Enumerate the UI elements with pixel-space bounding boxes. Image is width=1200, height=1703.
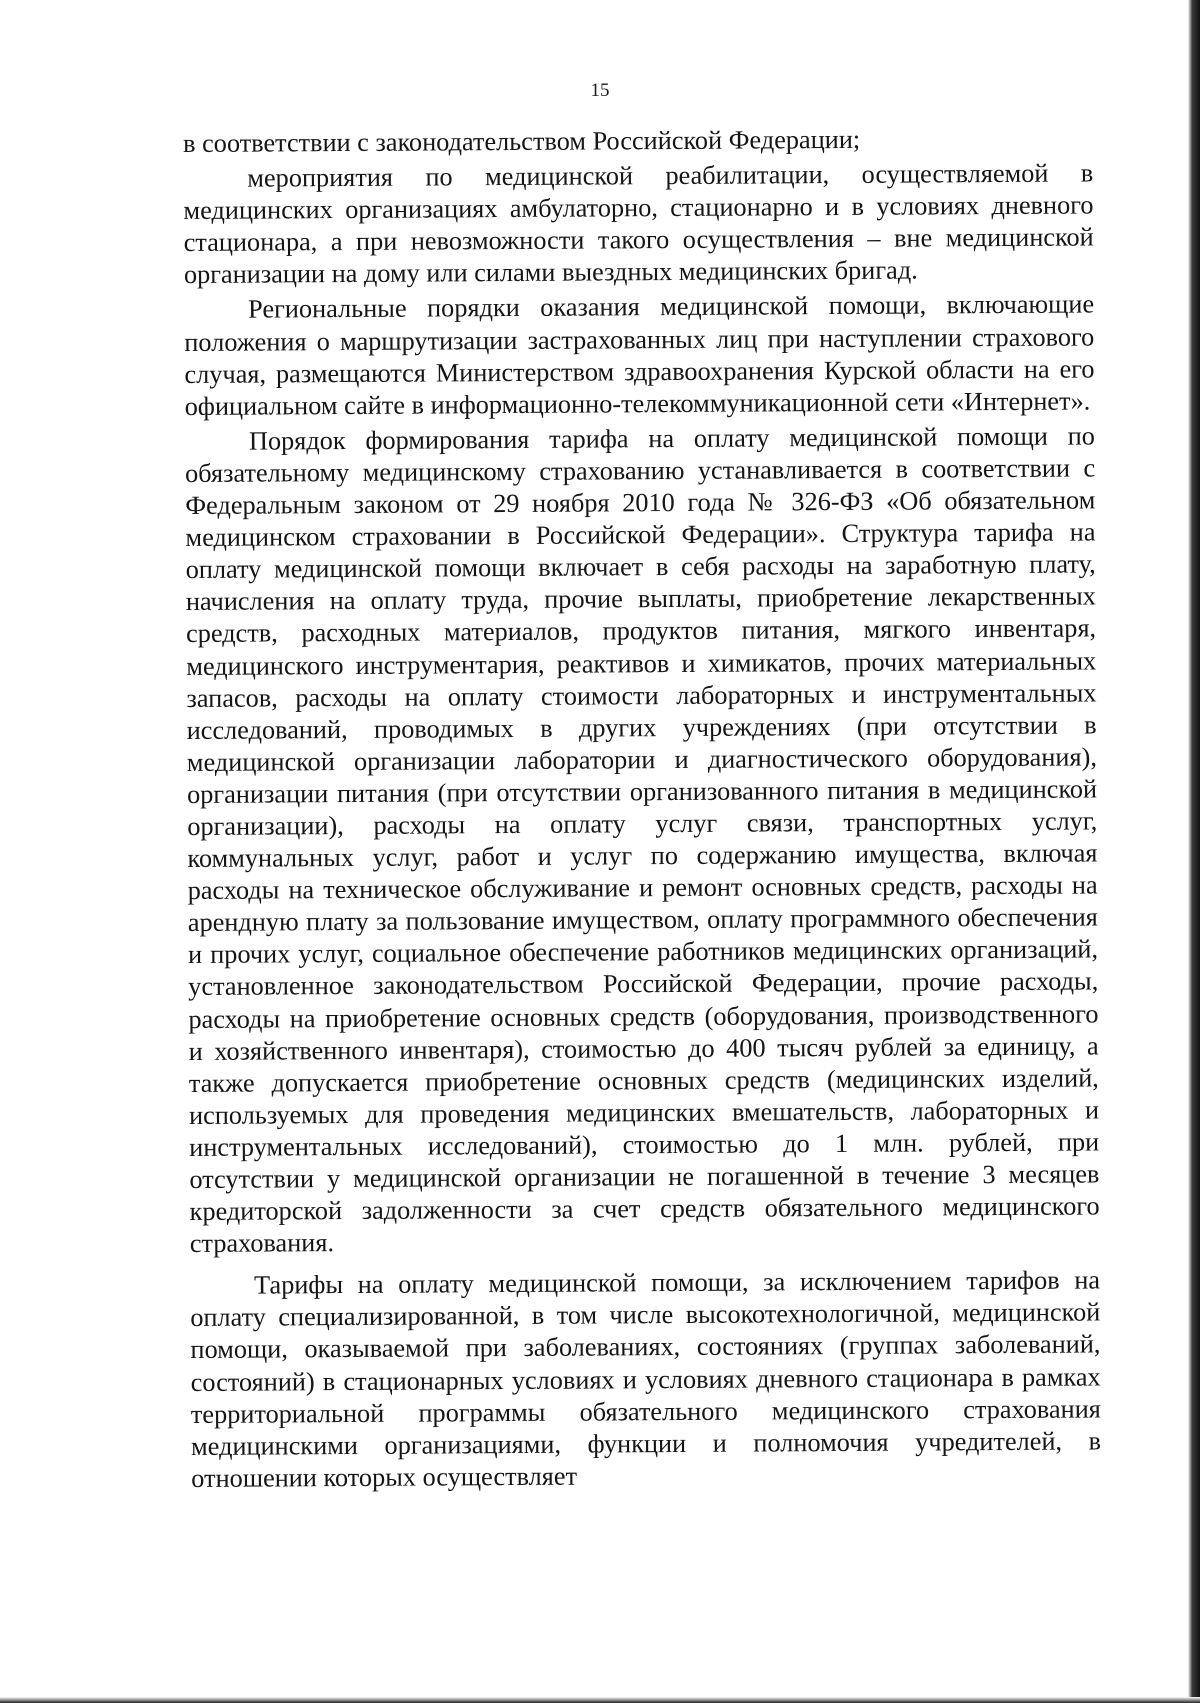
document-body: [183, 122, 1101, 1494]
paragraph-1: в соответствии с законодательством Российской Федерации;: [183, 124, 861, 158]
scan-edge-bottom: [0, 1697, 1200, 1703]
paragraph-2: мероприятия по медицинской реабилитации, осуществляемой в медицинских организациях амбулаторно, стационарно и в условиях дневного стационара, а при невозможности такого осуществления – вне медицинской организации на дому или силами выездных медицинских бригад.: [183, 158, 1094, 290]
page-number: 15: [590, 80, 610, 101]
paragraph-3: Региональные порядки оказания медицинской помощи, включающие положения о маршрутизации застрахованных лиц при наступлении страхового случая, размещаются Министерством здравоохранения Курской области на его официальном сайте в информационно-телекоммуникационной сети «Интернет».: [184, 289, 1095, 421]
paragraph-4: Порядок формирования тарифа на оплату медицинской помощи по обязательному медицинскому страхованию устанавливается в соответствии с Федеральным законом от 29 ноября 2010 года № 326-ФЗ «Об обязательном медицинском страховании в Российской Федерации». Структура тарифа на оплату медицинской помощи включает в себя расходы на заработную плату, начисления на оплату труда, прочие выплаты, приобретение лекарственных средств, расходных материалов, продуктов питания, мягкого инвентаря, медицинского инструментария, реактивов и химикатов, прочих материальных запасов, расходы на оплату стоимости лабораторных и инструментальных исследований, проводимых в других учреждениях (при отсутствии в медицинской организации лаборатории и диагностического оборудования), организации питания (при отсутствии организованного питания в медицинской организации), расходы на оплату услуг связи, транспортных услуг, коммунальных услуг, работ и услуг по содержанию имущества, включая расходы на техническое обслуживание и ремонт основных средств, расходы на арендную плату за пользование имуществом, оплату программного обеспечения и прочих услуг, социальное обеспечение работников медицинских организаций, установленное законодательством Российской Федерации, прочие расходы, расходы на приобретение основных средств (оборудования, производственного и хозяйственного инвентаря), стоимостью до 400 тысяч рублей за единицу, а также допускается приобретение основных средств (медицинских изделий, используемых для проведения медицинских вмешательств, лабораторных и инструментальных исследований), стоимостью до 1 млн. рублей, при отсутствии у медицинской организации не погашенной в течение 3 месяцев кредиторской задолженности за счет средств обязательного медицинского страхования.: [185, 421, 1100, 1259]
paragraph-5: Тарифы на оплату медицинской помощи, за исключением тарифов на оплату специализированной, в том числе высокотехнологичной, медицинской помощи, оказываемой при заболеваниях, состояниях (группах заболеваний, состояний) в стационарных условиях и условиях дневного стационара в рамках территориальной программы обязательного медицинского страхования медицинскими организациями, функции и полномочия учредителей, в отношении которых осуществляет: [190, 1265, 1102, 1493]
scan-edge-right: [1188, 0, 1200, 1703]
